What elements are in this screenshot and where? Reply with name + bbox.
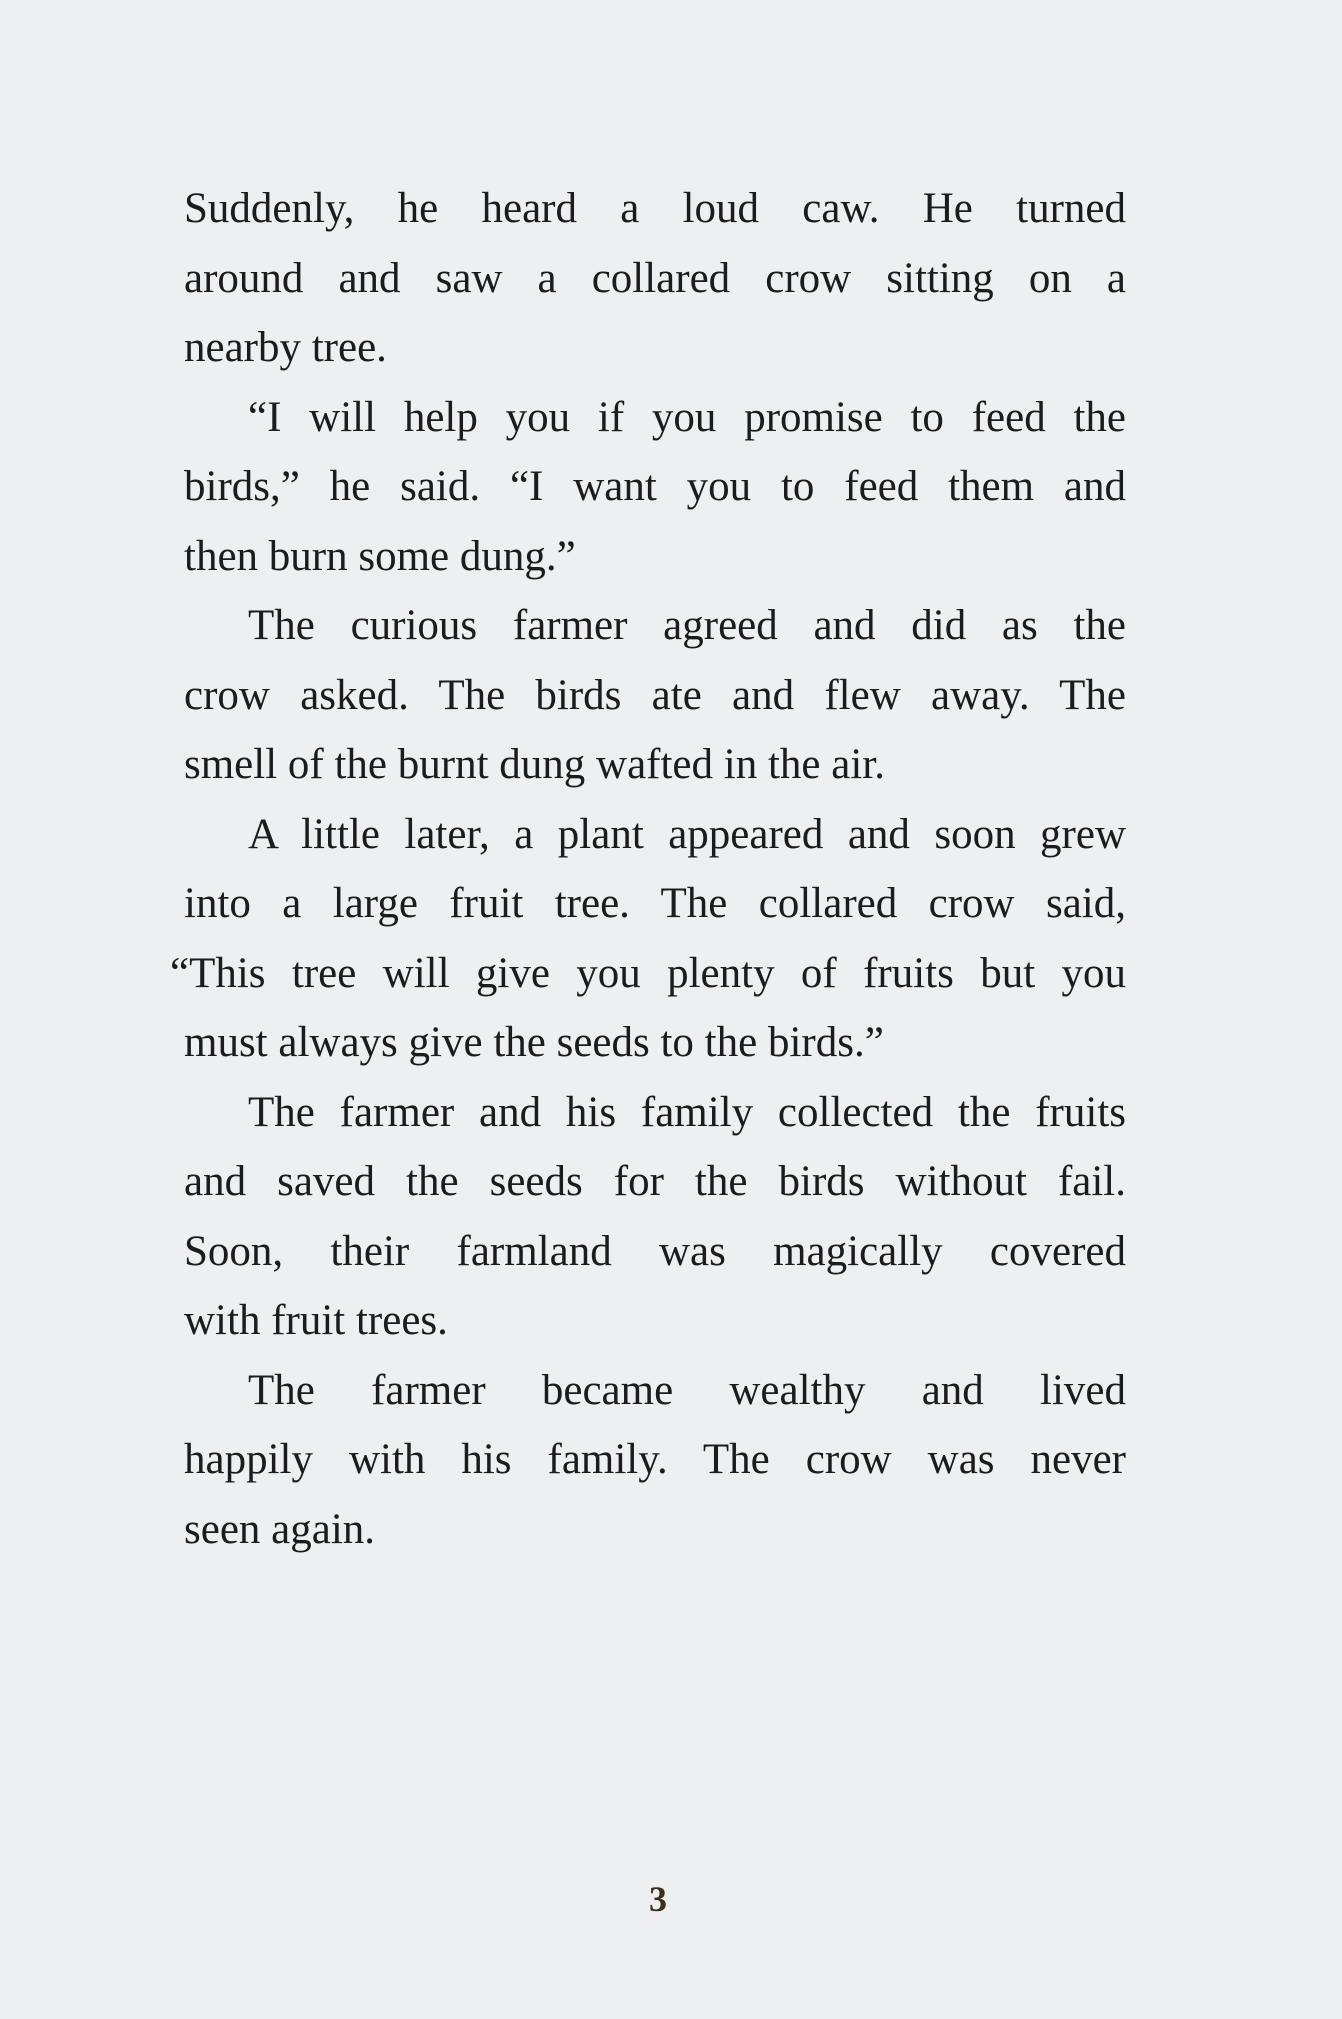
text-line: Suddenly, he heard a loud caw. He turned bbox=[184, 185, 1126, 232]
text-line: must always give the seeds to the birds.” bbox=[184, 1019, 884, 1066]
page-number: 3 bbox=[649, 1879, 667, 1919]
text-line: around and saw a collared crow sitting on a bbox=[184, 254, 1126, 302]
text-line: with fruit trees. bbox=[184, 1297, 448, 1344]
text-line: into a large fruit tree. The collared crow said, bbox=[184, 880, 1126, 927]
text-line: happily with his family. The crow was never bbox=[184, 1436, 1126, 1483]
text-line: The farmer became wealthy and lived bbox=[248, 1366, 1126, 1414]
paragraph bbox=[170, 800, 1126, 1078]
paragraph bbox=[184, 1078, 1126, 1356]
text-line: “I will help you if you promise to feed the bbox=[248, 393, 1126, 441]
text-line: and saved the seeds for the birds without fail. bbox=[184, 1158, 1126, 1205]
text-line: A little later, a plant appeared and soon grew bbox=[248, 810, 1126, 858]
text-line: The curious farmer agreed and did as the bbox=[248, 602, 1126, 649]
text-line: birds,” he said. “I want you to feed them and bbox=[184, 463, 1126, 510]
text-line: Soon, their farmland was magically covered bbox=[184, 1227, 1126, 1275]
text-line: then burn some dung.” bbox=[184, 532, 576, 580]
text-line: smell of the burnt dung wafted in the air. bbox=[184, 741, 885, 788]
text-line: The farmer and his family collected the fruits bbox=[248, 1088, 1126, 1136]
story-text bbox=[170, 174, 1126, 1564]
paragraph bbox=[184, 591, 1126, 800]
paragraph bbox=[184, 174, 1126, 383]
text-line: nearby tree. bbox=[184, 324, 387, 371]
text-line: crow asked. The birds ate and flew away. The bbox=[184, 671, 1126, 719]
paragraph bbox=[184, 1356, 1126, 1565]
text-line: “This tree will give you plenty of fruits but you bbox=[170, 949, 1126, 997]
paragraph bbox=[184, 383, 1126, 592]
text-line: seen again. bbox=[184, 1505, 376, 1553]
